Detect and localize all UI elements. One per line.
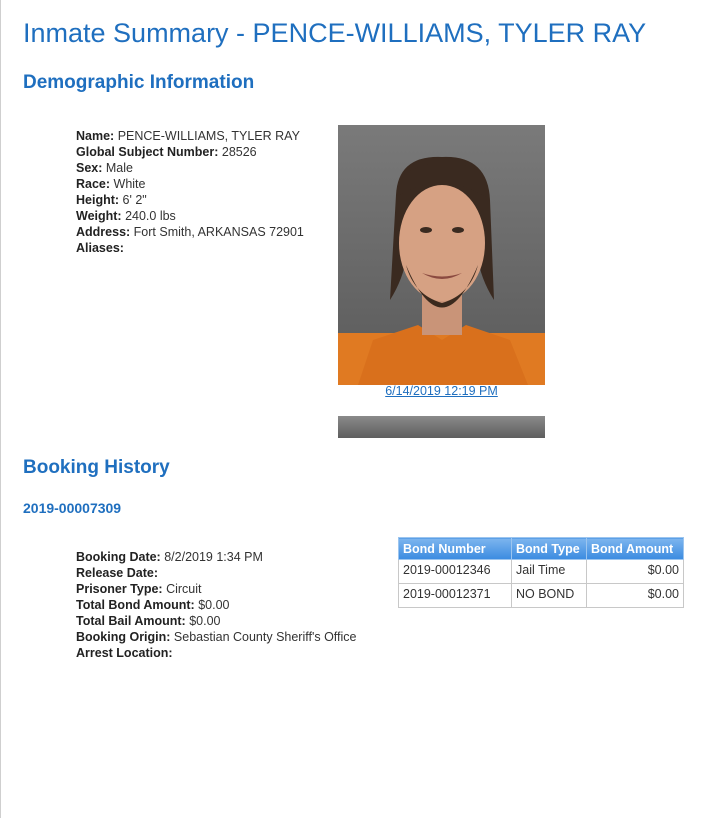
bond-number-cell: 2019-00012346 (399, 560, 512, 584)
field-aliases: Aliases: (76, 241, 124, 255)
bond-header-type[interactable]: Bond Type (512, 538, 587, 560)
demographics-fields (76, 128, 304, 256)
field-global-subject-number: Global Subject Number: 28526 (76, 145, 257, 159)
demographics-heading: Demographic Information (23, 72, 255, 93)
field-weight: Weight: 240.0 lbs (76, 209, 176, 223)
field-release-date: Release Date: (76, 566, 158, 580)
table-row (399, 584, 684, 608)
mugshot-image (338, 125, 545, 385)
table-row (399, 560, 684, 584)
field-total-bail-amount: Total Bail Amount: $0.00 (76, 614, 221, 628)
bond-amount-cell: $0.00 (587, 560, 684, 584)
photo-thumbnail-strip[interactable] (338, 416, 545, 438)
photo-date-link[interactable]: 6/14/2019 12:19 PM (385, 384, 498, 398)
field-total-bond-amount: Total Bond Amount: $0.00 (76, 598, 230, 612)
field-booking-date: Booking Date: 8/2/2019 1:34 PM (76, 550, 263, 564)
field-booking-origin: Booking Origin: Sebastian County Sheriff's Office (76, 630, 357, 644)
bond-number-cell: 2019-00012371 (399, 584, 512, 608)
field-height: Height: 6' 2" (76, 193, 147, 207)
mugshot-photo[interactable] (338, 125, 545, 385)
bond-amount-cell: $0.00 (587, 584, 684, 608)
bond-header-amount[interactable]: Bond Amount (587, 538, 684, 560)
page-title: Inmate Summary - PENCE-WILLIAMS, TYLER RAY (23, 18, 647, 48)
field-address: Address: Fort Smith, ARKANSAS 72901 (76, 225, 304, 239)
field-sex: Sex: Male (76, 161, 133, 175)
bond-header-number[interactable]: Bond Number (399, 538, 512, 560)
bond-table-header (399, 538, 684, 560)
booking-history-heading: Booking History (23, 457, 170, 478)
field-name: Name: PENCE-WILLIAMS, TYLER RAY (76, 129, 300, 143)
booking-fields (76, 549, 357, 661)
booking-number-link[interactable]: 2019-00007309 (23, 500, 122, 516)
field-prisoner-type: Prisoner Type: Circuit (76, 582, 202, 596)
field-arrest-location: Arrest Location: (76, 646, 173, 660)
bond-type-cell: Jail Time (512, 560, 587, 584)
field-race: Race: White (76, 177, 146, 191)
bond-type-cell: NO BOND (512, 584, 587, 608)
page-left-border (0, 0, 1, 818)
bond-table (398, 537, 684, 608)
